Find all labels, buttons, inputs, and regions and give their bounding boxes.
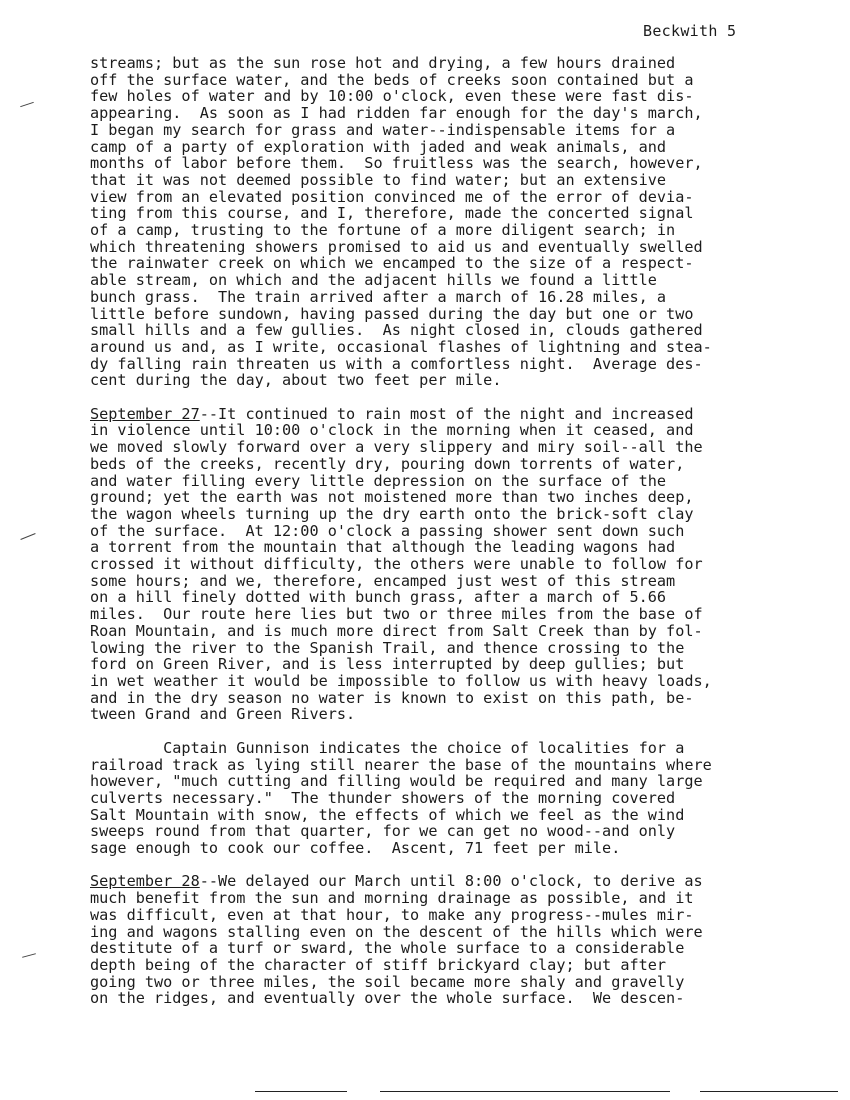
entry-date: September 27 bbox=[90, 404, 200, 423]
entry-date: September 28 bbox=[90, 872, 200, 891]
paragraph-1 bbox=[90, 55, 780, 389]
paragraph-text: --We delayed our March until 8:00 o'clock, to derive as much benefit from the sun and morning drainage as possible, and it was difficult, even at that hour, to make any progress--mules mir- ing and wagons stalling even on the descent of the hills which were destitute of a turf or sward, the whole surface to a considerable depth being of the character of stiff brickyard clay; but after going two or three miles, the soil became more shaly and gravelly on the ridges, and eventually over the whole surface. We descen- bbox=[90, 872, 703, 1008]
paragraph-text: streams; but as the sun rose hot and drying, a few hours drained off the surface water, and the beds of creeks soon contained but a few holes of water and by 10:00 o'clock, even these were fast dis- appearing. As soon as I had ridden far enough for the day's march, I began my search for grass and water--indispensable items for a camp of a party of exploration with jaded and weak animals, and months of labor before them. So fruitless was the search, however, that it was not deemed possible to find water; but an extensive view from an elevated position convinced me of the error of devia- ting from this course, and I, therefore, made the concerted signal of a camp, trusting to the fortune of a more diligent search; in which threatening showers promised to aid us and eventually swelled the rainwater creek on which we encamped to the size of a respect- able stream, on which and the adjacent hills we found a little bunch grass. The train arrived after a march of 16.28 miles, a little before sundown, having passed during the day but one or two small hills and a few gullies. As night closed in, clouds gathered around us and, as I write, occasional flashes of lightning and stea- dy falling rain threaten us with a comfortless night. Average des- cent during the day, about two feet per mile. bbox=[90, 54, 712, 390]
paragraph-september-27 bbox=[90, 406, 780, 723]
margin-mark bbox=[22, 953, 36, 958]
paragraph-gunnison bbox=[90, 740, 780, 857]
paragraph-text: --It continued to rain most of the night and increased in violence until 10:00 o'clock in the morning when it ceased, and we moved slowly forward over a very slippery and miry soil--all the beds of the creeks, recently dry, pouring down torrents of water, and water filling every little depression on the surface of the ground; yet the earth was not moistened more than two inches deep, the wagon wheels turning up the dry earth onto the brick-soft clay of the surface. At 12:00 o'clock a passing shower sent down such a torrent from the mountain that although the leading wagons had crossed it without difficulty, the others were unable to follow for some hours; and we, therefore, encamped just west of this stream on a hill finely dotted with bunch grass, after a march of 5.66 miles. Our route here lies but two or three miles from the base of Roan Mountain, and is much more direct from Salt Creek than by fol- lowing the river to the Spanish Trail, and thence crossing to the ford on Green River, and is less interrupted by deep gullies; but in wet weather it would be impossible to follow us with heavy loads, and in the dry season no water is known to exist on this path, be- tween Grand and Green Rivers. bbox=[90, 404, 712, 724]
paragraph-september-28 bbox=[90, 873, 780, 1007]
margin-mark bbox=[20, 533, 35, 540]
paragraph-text: Captain Gunnison indicates the choice of localities for a railroad track as lying still nearer the base of the mountains where however, "much cutting and filling would be required and many large culverts necessary." The thunder showers of the morning covered Salt Mountain with snow, the effects of which we feel as the wind sweeps round from that quarter, for we can get no wood--and only sage enough to cook our coffee. Ascent, 71 feet per mile. bbox=[90, 738, 712, 858]
document-body bbox=[90, 55, 780, 1024]
bottom-rule bbox=[255, 1091, 347, 1092]
bottom-rule bbox=[380, 1091, 670, 1092]
margin-mark bbox=[20, 102, 34, 107]
bottom-rule bbox=[700, 1091, 838, 1092]
page-header: Beckwith 5 bbox=[643, 22, 737, 40]
